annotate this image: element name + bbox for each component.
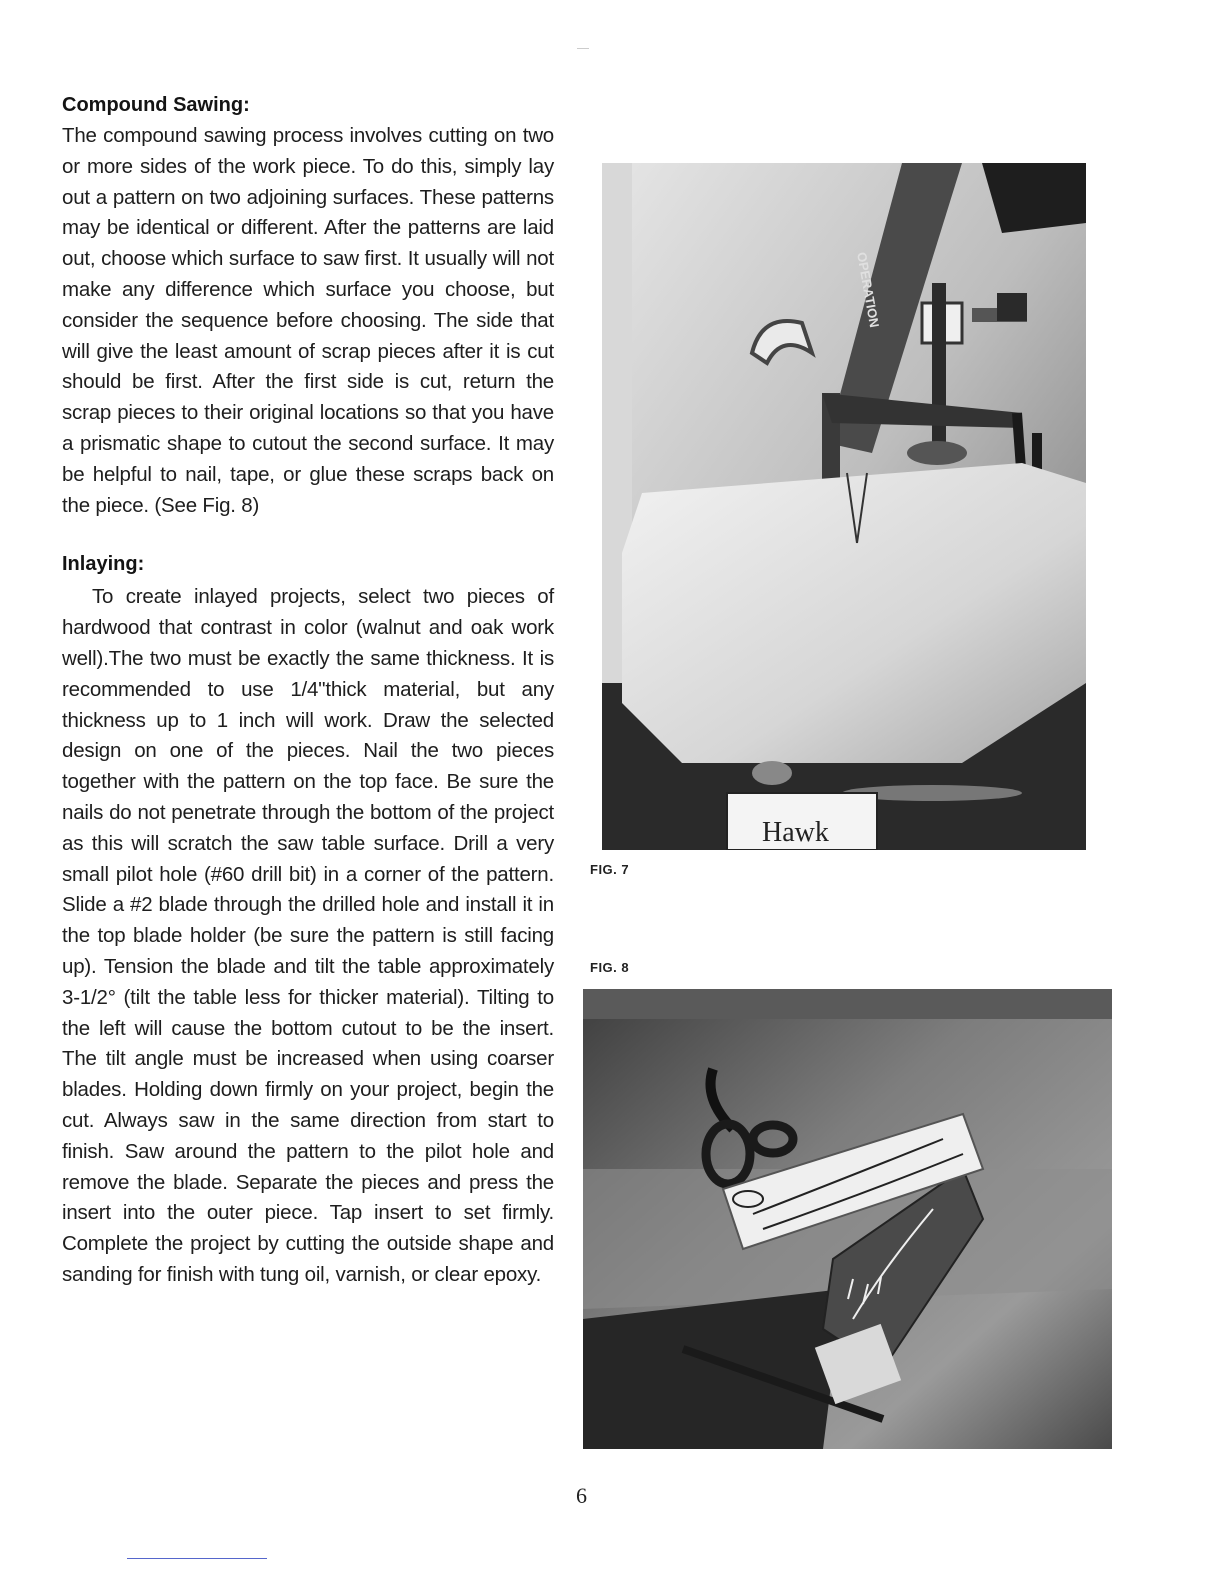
fig7-photo	[602, 163, 1086, 850]
compound-sawing-heading: Compound Sawing:	[62, 94, 250, 116]
inlaying-heading: Inlaying:	[62, 553, 145, 576]
scan-mark	[577, 48, 589, 49]
compound-sawing-section	[62, 92, 554, 521]
fig8-label: FIG. 8	[590, 960, 630, 975]
text-column	[62, 92, 554, 1291]
fig7-label: FIG. 7	[590, 862, 630, 877]
inlaying-section	[62, 551, 554, 1290]
inlaying-paragraph: To create inlayed projects, select two pieces of hardwood that contrast in color (walnut and oak work well).The two must be exactly the same thickness. It is recommended to use 1/4"thick material, but any thickness up to 1 inch will work. Draw the selected design on one of the pieces. Nail the two pieces together with the pattern on the top face. Be sure the nails do not penetrate through the bottom of the project as this will scratch the saw table surface. Drill a very small pilot hole (#60 drill bit) in a corner of the pattern. Slide a #2 blade through the drilled hole and install it in the top blade holder (be sure the pattern is still facing up). Tension the blade and tilt the table approximately 3-1/2° (tilt the table less for thicker material). Tilting to the left will cause the bottom cutout to be the insert. The tilt angle must be increased when using coarser blades. Holding down firmly on your project, begin the cut. Always saw in the same direction from start to finish. Saw around the pattern to the pilot hole and remove the blade. Separate the pieces and press the insert into the outer piece. Tap insert to set firmly. Complete the project by cutting the outside shape and sanding for finish with tung oil, varnish, or clear epoxy.	[62, 585, 554, 1286]
compound-sawing-paragraph: The compound sawing process involves cutting on two or more sides of the work piece. To do this, simply lay out a pattern on two adjoining surfaces. These patterns may be identical or different. After the patterns are laid out, choose which surface to saw first. It usually will not make any difference which surface you choose, but consider the sequence before choosing. The side that will give the least amount of scrap pieces after it is cut should be first. After the first side is cut, return the scrap pieces to their original locations so that you have a prismatic shape to cutout the second surface. It may be helpful to nail, tape, or glue these scraps back on the piece. (See Fig. 8)	[62, 124, 554, 517]
page-number: 6	[576, 1483, 587, 1508]
footer-line	[127, 1558, 267, 1559]
fig7-sign-text: Hawk	[762, 817, 829, 848]
fig8-photo	[583, 989, 1112, 1449]
fig7-scroll-saw-illustration	[602, 163, 1086, 850]
fig8-workpieces-illustration	[583, 989, 1112, 1449]
fig7-arm-text: OPERATION	[854, 250, 883, 329]
saw-table	[622, 463, 1086, 763]
